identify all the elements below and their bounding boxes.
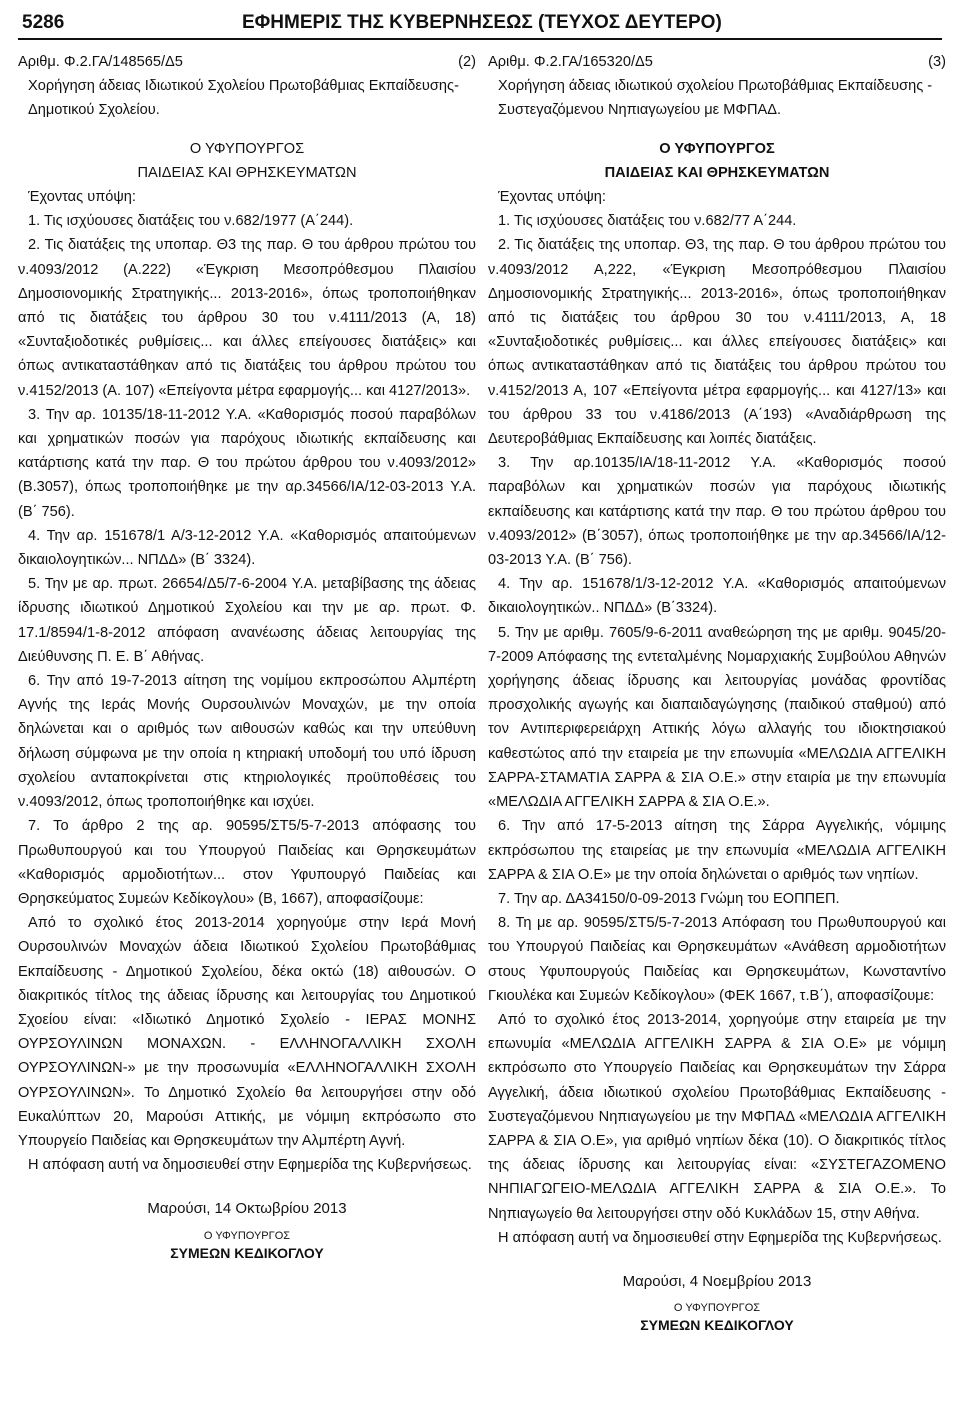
- header-rule: [18, 38, 942, 40]
- right-column: [488, 50, 946, 1334]
- considering-heading: Έχοντας υπόψη:: [28, 189, 136, 206]
- signature-date: Μαρούσι, 14 Οκτωβρίου 2013: [147, 1200, 347, 1218]
- decision-text: Από το σχολικό έτος 2013-2014, χορηγούμε στην εταιρεία με την επωνυμία «ΜΕΛΩΔΙΑ ΑΓΓΕΛΙΚΗ ΣΑΡΡΑ & ΣΙΑ Ο.Ε» με νόμιμη εκπρόσωπο στο Υπουργείο Παιδείας και Θρησκευμάτων την Σάρρα Αγγελική, άδεια ιδιωτικού σχολείου Πρωτοβάθμιας Εκπαίδευσης - Συστεγαζόμενου Νηπιαγωγείου με την ΜΦΠΑΔ «ΜΕΛΩΔΙΑ ΑΓΓΕΛΙΚΗ ΣΑΡΡΑ & ΣΙΑ Ο.Ε», για αριθμό νηπίων δέκα (10). Ο διακριτικός τίτλος της άδειας ίδρυσης και λειτουργίας είναι: «ΣΥΣΤΕΓΑΖΟΜΕΝΟ ΝΗΠΙΑΓΩΓΕΙΟ-ΜΕΛΩΔΙΑ ΑΓΓΕΛΙΚΗ ΣΑΡΡΑ & ΣΙΑ Ο.Ε.». Το Νηπιαγωγείο θα λειτουργήσει στην οδό Κυκλάδων 15, στην Αθήνα.: [488, 1011, 946, 1222]
- paragraph-3: 3. Την αρ. 10135/18-11-2012 Υ.Α. «Καθορισμός ποσού παραβόλων και χρηματικών ποσών για παρόχους ιδιωτικής εκπαίδευσης και κατάρτισης κατά την παρ. Θ του πρώτου άρθρου του ν.4093/2012» (Β.3057), όπως τροποποιήθηκε με την αρ.34566/ΙΑ/12-03-2013 Υ.Α. (Β΄ 756).: [18, 406, 476, 520]
- decision-text: Από το σχολικό έτος 2013-2014 χορηγούμε στην Ιερά Μονή Ουρσουλινών Μοναχών άδεια Ιδιωτικού Σχολείου Πρωτοβάθμιας Εκπαίδευσης - Δημοτικού Σχολείου, δέκα οκτώ (18) αιθουσών. Ο διακριτικός τίτλος της άδειας ίδρυσης και λειτουργίας του Δημοτικού Σχοείου είναι: «Ιδιωτικό Δημοτικό Σχολείο - ΙΕΡΑΣ ΜΟΝΗΣ ΟΥΡΣΟΥΛΙΝΩΝ ΜΟΝΑΧΩΝ. - ΕΛΛΗΝΟΓΑΛΛΙΚΗ ΣΧΟΛΗ ΟΥΡΣΟΥΛΙΝΩΝ-» με την προσωνυμία «ΕΛΛΗΝΟΓΑΛΛΙΚΗ ΣΧΟΛΗ ΟΥΡΣΟΥΛΙΝΩΝ». Το Δημοτικό Σχολείο θα λειτουργήσει στην οδό Ευκαλύπτων 20, Μαρούσι Αττικής, με νόμιμη εκπρόσωπο στο Υπουργείο Παιδείας και Θρησκευμάτων την Αλμπέρτη Αγνή.: [18, 915, 476, 1149]
- paragraph-8: 8. Τη με αρ. 90595/ΣΤ5/5-7-2013 Απόφαση του Πρωθυπουργού και του Υπουργού Παιδείας και Θρησκευμάτων «Ανάθεση αρμοδιοτήτων στους Υφυπουργούς Παιδείας και Θρησκευμάτων, Κωνσταντίνο Γκιουλέκα και Συμεών Κεδίκογλου» (ΦΕΚ 1667, τ.Β΄), αποφασίζουμε:: [488, 915, 946, 1004]
- paragraph-4: 4. Την αρ. 151678/1/3-12-2012 Υ.Α. «Καθορισμός απαιτούμενων δικαιολογητικών.. ΝΠΔΔ» (Β΄3324).: [488, 576, 946, 617]
- paragraph-6: 6. Την από 19-7-2013 αίτηση της νομίμου εκπροσώπου Αλμπέρτη Αγνής της Ιεράς Μονής Ουρσουλινών Μοναχών, με την οποία δηλώνεται και ο αριθμός των αιθουσών καθώς και την υπεύθυνη δήλωση σύμφωνα με την οποία η κτηριακή υποδομή του υπό ίδρυση σχολείου ανταποκρίνεται στις κτηριολογικές προϋποθέσεις του ν.4093/2012, όπως τροποποιήθηκε και ισχύει.: [18, 673, 476, 811]
- authority-title: Ο ΥΦΥΠΟΥΡΓΟΣ: [189, 140, 305, 157]
- page-header: [22, 6, 938, 40]
- authority-title: Ο ΥΦΥΠΟΥΡΓΟΣ: [659, 140, 775, 157]
- signature-name: ΣΥΜΕΩΝ ΚΕΔΙΚΟΓΛΟΥ: [640, 1317, 794, 1334]
- signature-block: [18, 1197, 476, 1261]
- paragraph-2: 2. Τις διατάξεις της υποπαρ. Θ3, της παρ. Θ του άρθρου πρώτου του ν.4093/2012 Α,222, «Έγκριση Μεσοπρόθεσμου Πλαισίου Δημοσιονομικής Στρατηγικής... 2013-2016», όπως τροποποιήθηκαν από τις διατάξεις του άρθρου 30 του ν.4111/2013, Α, 18 «Συνταξιοδοτικές ρυθμίσεις... και άλλες επείγουσες διατάξεις» και όπως αντικαταστάθηκαν από τις διατάξεις του άρθρου πρώτου του ν.4152/2013 Α, 107 «Επείγοντα μέτρα εφαρμογής... και 4127/13» και του άρθρου 33 του ν.4186/2013 (Α΄193) «Αναδιάρθρωση της Δευτεροβάθμιας Εκπαίδευσης και λοιπές διατάξεις.: [488, 237, 946, 448]
- paragraph-5: 5. Την με αριθμ. 7605/9-6-2011 αναθεώρηση της με αριθμ. 9045/20-7-2009 Απόφασης της εντεταλμένης Νομαρχιακής Συμβούλου Αθηνών χορήγησης άδειας ίδρυσης και λειτουργίας μονάδας φροντίδας προσχολικής αγωγής και διαπαιδαγώγησης (παιδικού σταθμού) από τον Αντιπεριφερειάρχη Αττικής λόγω αλλαγής του ιδιοκτησιακού καθεστώτος από την εταιρεία με την επωνυμία «ΜΕΛΩΔΙΑ ΑΓΓΕΛΙΚΗ ΣΑΡΡΑ-ΣΤΑΜΑΤΙΑ ΣΑΡΡΑ & ΣΙΑ Ο.Ε.» στην εταιρία με την επωνυμία «ΜΕΛΩΔΙΑ ΑΓΓΕΛΙΚΗ ΣΑΡΡΑ & ΣΙΑ Ο.Ε.».: [488, 624, 946, 811]
- paragraph-6: 6. Την από 17-5-2013 αίτηση της Σάρρα Αγγελικής, νόμιμης εκπρόσωπου της εταιρείας με την επωνυμία «ΜΕΛΩΔΙΑ ΑΓΓΕΛΙΚΗ ΣΑΡΡΑ & ΣΙΑ Ο.Ε» με την οποία δηλώνεται ο αριθμός των νηπίων.: [488, 818, 946, 883]
- signature-name: ΣΥΜΕΩΝ ΚΕΔΙΚΟΓΛΟΥ: [170, 1244, 324, 1261]
- paragraph-5: 5. Την με αρ. πρωτ. 26654/Δ5/7-6-2004 Υ.Α. μεταβίβασης της άδειας ίδρυσης ιδιωτικού Δημοτικού Σχολείου και την με αρ. πρωτ. Φ. 17.1/8594/1-8-2012 απόφαση ανανέωσης άδειας λειτουργίας της Διεύθυνσης Π. Ε. Β΄ Αθήνας.: [18, 576, 476, 665]
- paragraph-4: 4. Την αρ. 151678/1 Α/3-12-2012 Υ.Α. «Καθορισμός απαιτούμενων δικαιολογητικών... ΝΠΔΔ» (Β΄ 3324).: [18, 527, 476, 569]
- left-column: [18, 50, 476, 1262]
- authority-ministry: ΠΑΙΔΕΙΑΣ ΚΑΙ ΘΡΗΣΚΕΥΜΑΤΩΝ: [604, 164, 830, 181]
- paragraph-1: 1. Τις ισχύουσες διατάξεις του ν.682/1977 (Α΄244).: [28, 213, 354, 230]
- paragraph-7: 7. Το άρθρο 2 της αρ. 90595/ΣΤ5/5-7-2013 απόφασης του Πρωθυπουργού και του Υπουργού Παιδείας και Θρησκευμάτων «Καθορισμός αρμοδιοτήτων... στον Υφυπουργό Παιδείας και Θρησκεύματος Συμεών Κεδίκογλου» (Β, 1667), αποφασίζουμε:: [18, 818, 476, 907]
- page-number: 5286: [22, 12, 65, 33]
- authority-ministry: ΠΑΙΔΕΙΑΣ ΚΑΙ ΘΡΗΣΚΕΥΜΑΤΩΝ: [137, 164, 357, 181]
- paragraph-1: 1. Τις ισχύουσες διατάξεις του ν.682/77 Α΄244.: [498, 213, 797, 230]
- decision-ref-line: [18, 50, 476, 74]
- decision-subject: Χορήγηση άδειας Ιδιωτικού Σχολείου Πρωτοβάθμιας Εκπαίδευσης- Δημοτικού Σχολείου.: [28, 78, 459, 119]
- considering-heading: Έχοντας υπόψη:: [498, 189, 606, 206]
- decision-ref: Αριθμ. Φ.2.ΓΑ/148565/Δ5: [18, 54, 183, 70]
- decision-subject: Χορήγηση άδειας ιδιωτικού σχολείου Πρωτοβάθμιας Εκπαίδευσης - Συστεγαζόμενου Νηπιαγωγείου με ΜΦΠΑΔ.: [498, 78, 933, 119]
- publication-order: Η απόφαση αυτή να δημοσιευθεί στην Εφημερίδα της Κυβερνήσεως.: [498, 1229, 942, 1246]
- signature-block: [488, 1270, 946, 1334]
- decision-number: (2): [458, 54, 476, 70]
- decision-ref: Αριθμ. Φ.2.ΓΑ/165320/Δ5: [488, 54, 653, 70]
- signature-date: Μαρούσι, 4 Νοεμβρίου 2013: [622, 1272, 812, 1290]
- paragraph-2: 2. Τις διατάξεις της υποπαρ. Θ3 της παρ. Θ του άρθρου πρώτου του ν.4093/2012 (Α.222) «Έγκριση Μεσοπρόθεσμου Πλαισίου Δημοσιονομικής Στρατηγικής... 2013-2016», όπως τροποποιήθηκαν από τις διατάξεις του άρθρου 30 του ν.4111/2013 (Α, 18) «Συνταξιοδοτικές ρυθμίσεις... και άλλες επείγουσες διατάξεις» και όπως αντικαταστάθηκαν από τις διατάξεις του άρθρου πρώτου του ν.4152/2013 (Α. 107) «Επείγοντα μέτρα εφαρμογής... και 4127/2013».: [18, 237, 476, 399]
- signature-role: Ο ΥΦΥΠΟΥΡΓΟΣ: [673, 1302, 761, 1315]
- paragraph-7: 7. Την αρ. ΔΑ34150/0-09-2013 Γνώμη του ΕΟΠΠΕΠ.: [498, 890, 840, 907]
- decision-ref-line: [488, 50, 946, 74]
- decision-number: (3): [928, 54, 946, 70]
- signature-role: Ο ΥΦΥΠΟΥΡΓΟΣ: [203, 1229, 291, 1242]
- publication-order: Η απόφαση αυτή να δημοσιευθεί στην Εφημερίδα της Κυβερνήσεως.: [28, 1157, 472, 1174]
- paragraph-3: 3. Την αρ.10135/ΙΑ/18-11-2012 Υ.Α. «Καθορισμός ποσού παραβόλων και χρηματικών ποσών για παρόχους ιδιωτικής εκπαίδευσης και κατάρτισης κατά την παρ. Θ του πρώτου άρθρου του ν.4093/2012» (Β΄3057), όπως τροποποιήθηκε με την αρ.34566/ΙΑ/12-03-2013 Υ.Α. (Β΄ 756).: [488, 455, 946, 569]
- gazette-title: ΕΦΗΜΕΡΙΣ ΤΗΣ ΚΥΒΕΡΝΗΣΕΩΣ (ΤΕΥΧΟΣ ΔΕΥΤΕΡΟ): [242, 12, 722, 33]
